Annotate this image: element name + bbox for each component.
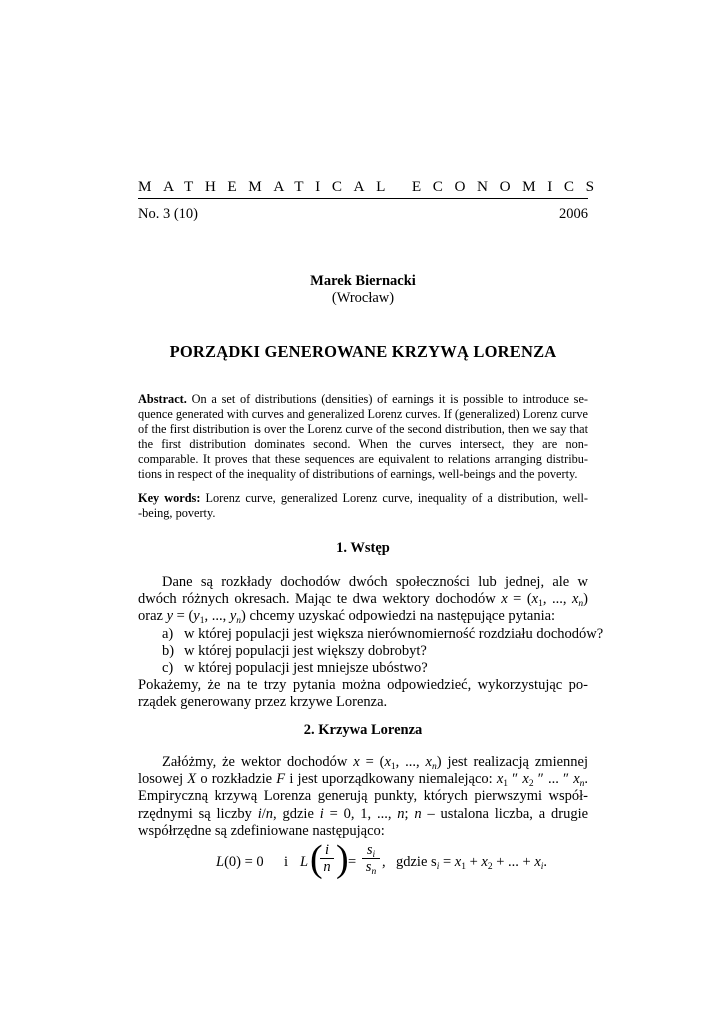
formula-left: L(0) = 0 [216,854,264,870]
lorenz-paragraph: Załóżmy, że wektor dochodów $x = (x_1$, ..., $x_n$) jest realizacją zmiennej losowej X o rozkładzie F i jest uporządkowany niemalejąco: $x_1$ ″ $x_2$ ″ ... ″ $x_n$. Empiryczną krzywą Lorenza generują punkty, których pierwszymi współ- rzędnymi są liczby i/n, gdzie i = 0, 1, ..., n; n – ustalona liczba, a drugie współrzędne są zdefiniowane następująco: [138,754,589,839]
abstract-label: Abstract. [138,392,187,406]
lorenz-formula: L(0) = 0 i L ( $\frac{i}{n}$ ) = $\frac{s_i}{s_n}$ , gdzie $s_i = x_1 + x_2$ + ... + $x_i$. [216,838,548,880]
fraction-s-ratio: $\frac{s_i}{s_n}$ [362,842,380,875]
intro-paragraph: Dane są rozkłady dochodów dwóch społeczności lub jednej, ale w dwóch różnych okresach. Mając te dwa wektory dochodów $x = (x_1$, ..., $x_n$) oraz $y = (y_1$, ..., $y_n$) chcemy uzyskać odpowiedzi na następujące pytania: a) w której populacji jest większa nierównomierność rozdziału dochodów? b) w której populacji jest większy dobrobyt? c) w której populacji jest mniejsze ubóstwo? Pokażemy, że na te trzy pytania można odpowiedzieć, wykorzystując po- rządek generowany przez krzywe Lorenza. [138,574,604,711]
section-heading-intro: 1. Wstęp [336,540,390,556]
formula-definition: gdzie $s_i = x_1 + x_2$ + ... + $x_i$. [396,854,548,872]
keywords: Key words: Lorenz curve, generalized Lorenz curve, inequality of a distribution, well- -being, poverty. [138,491,589,521]
abstract-line: tions in respect of the inequality of distributions of earnings, well-beings and the poverty. [138,467,578,482]
issue-row [138,206,588,223]
section-heading-lorenz: 2. Krzywa Lorenza [303,722,423,738]
list-item: b) w której populacji jest większy dobrobyt? [162,642,427,659]
issue-number: No. 3 (10) [138,206,199,222]
keywords-label: Key words: [138,491,201,505]
abstract-line: of the first distribution is over the Lorenz curve of the second distribution, then we say that [138,422,588,437]
paper-title: PORZĄDKI GENEROWANE KRZYWĄ LORENZA [169,342,557,361]
abstract-line: comparable. It proves that these sequences are equivalent to relations arranging distribu- [138,452,588,467]
formula-conjunction: i [284,854,289,870]
author-affiliation: (Wrocław) [331,290,395,306]
fraction-i-over-n: $\frac{i}{n}$ [320,842,334,875]
author-name: Marek Biernacki [310,273,416,289]
abstract-line: Abstract. On a set of distributions (densities) of earnings it is possible to introduce se- [138,392,588,406]
list-item: c) w której populacji jest mniejsze ubóstwo? [162,660,428,677]
abstract-line: the first distribution dominates second. When the curves intersect, they are non- [138,437,588,452]
abstract-line: quence generated with curves and generalized Lorenz curves. If (generalized) Lorenz curve [138,407,588,422]
issue-year: 2006 [559,206,588,222]
journal-name: MATHEMATICAL ECONOMICS [138,178,606,195]
abstract [138,392,588,483]
list-item: a) w której populacji jest większa nierównomierność rozdziału dochodów? [162,625,604,642]
header-rule [138,198,588,199]
